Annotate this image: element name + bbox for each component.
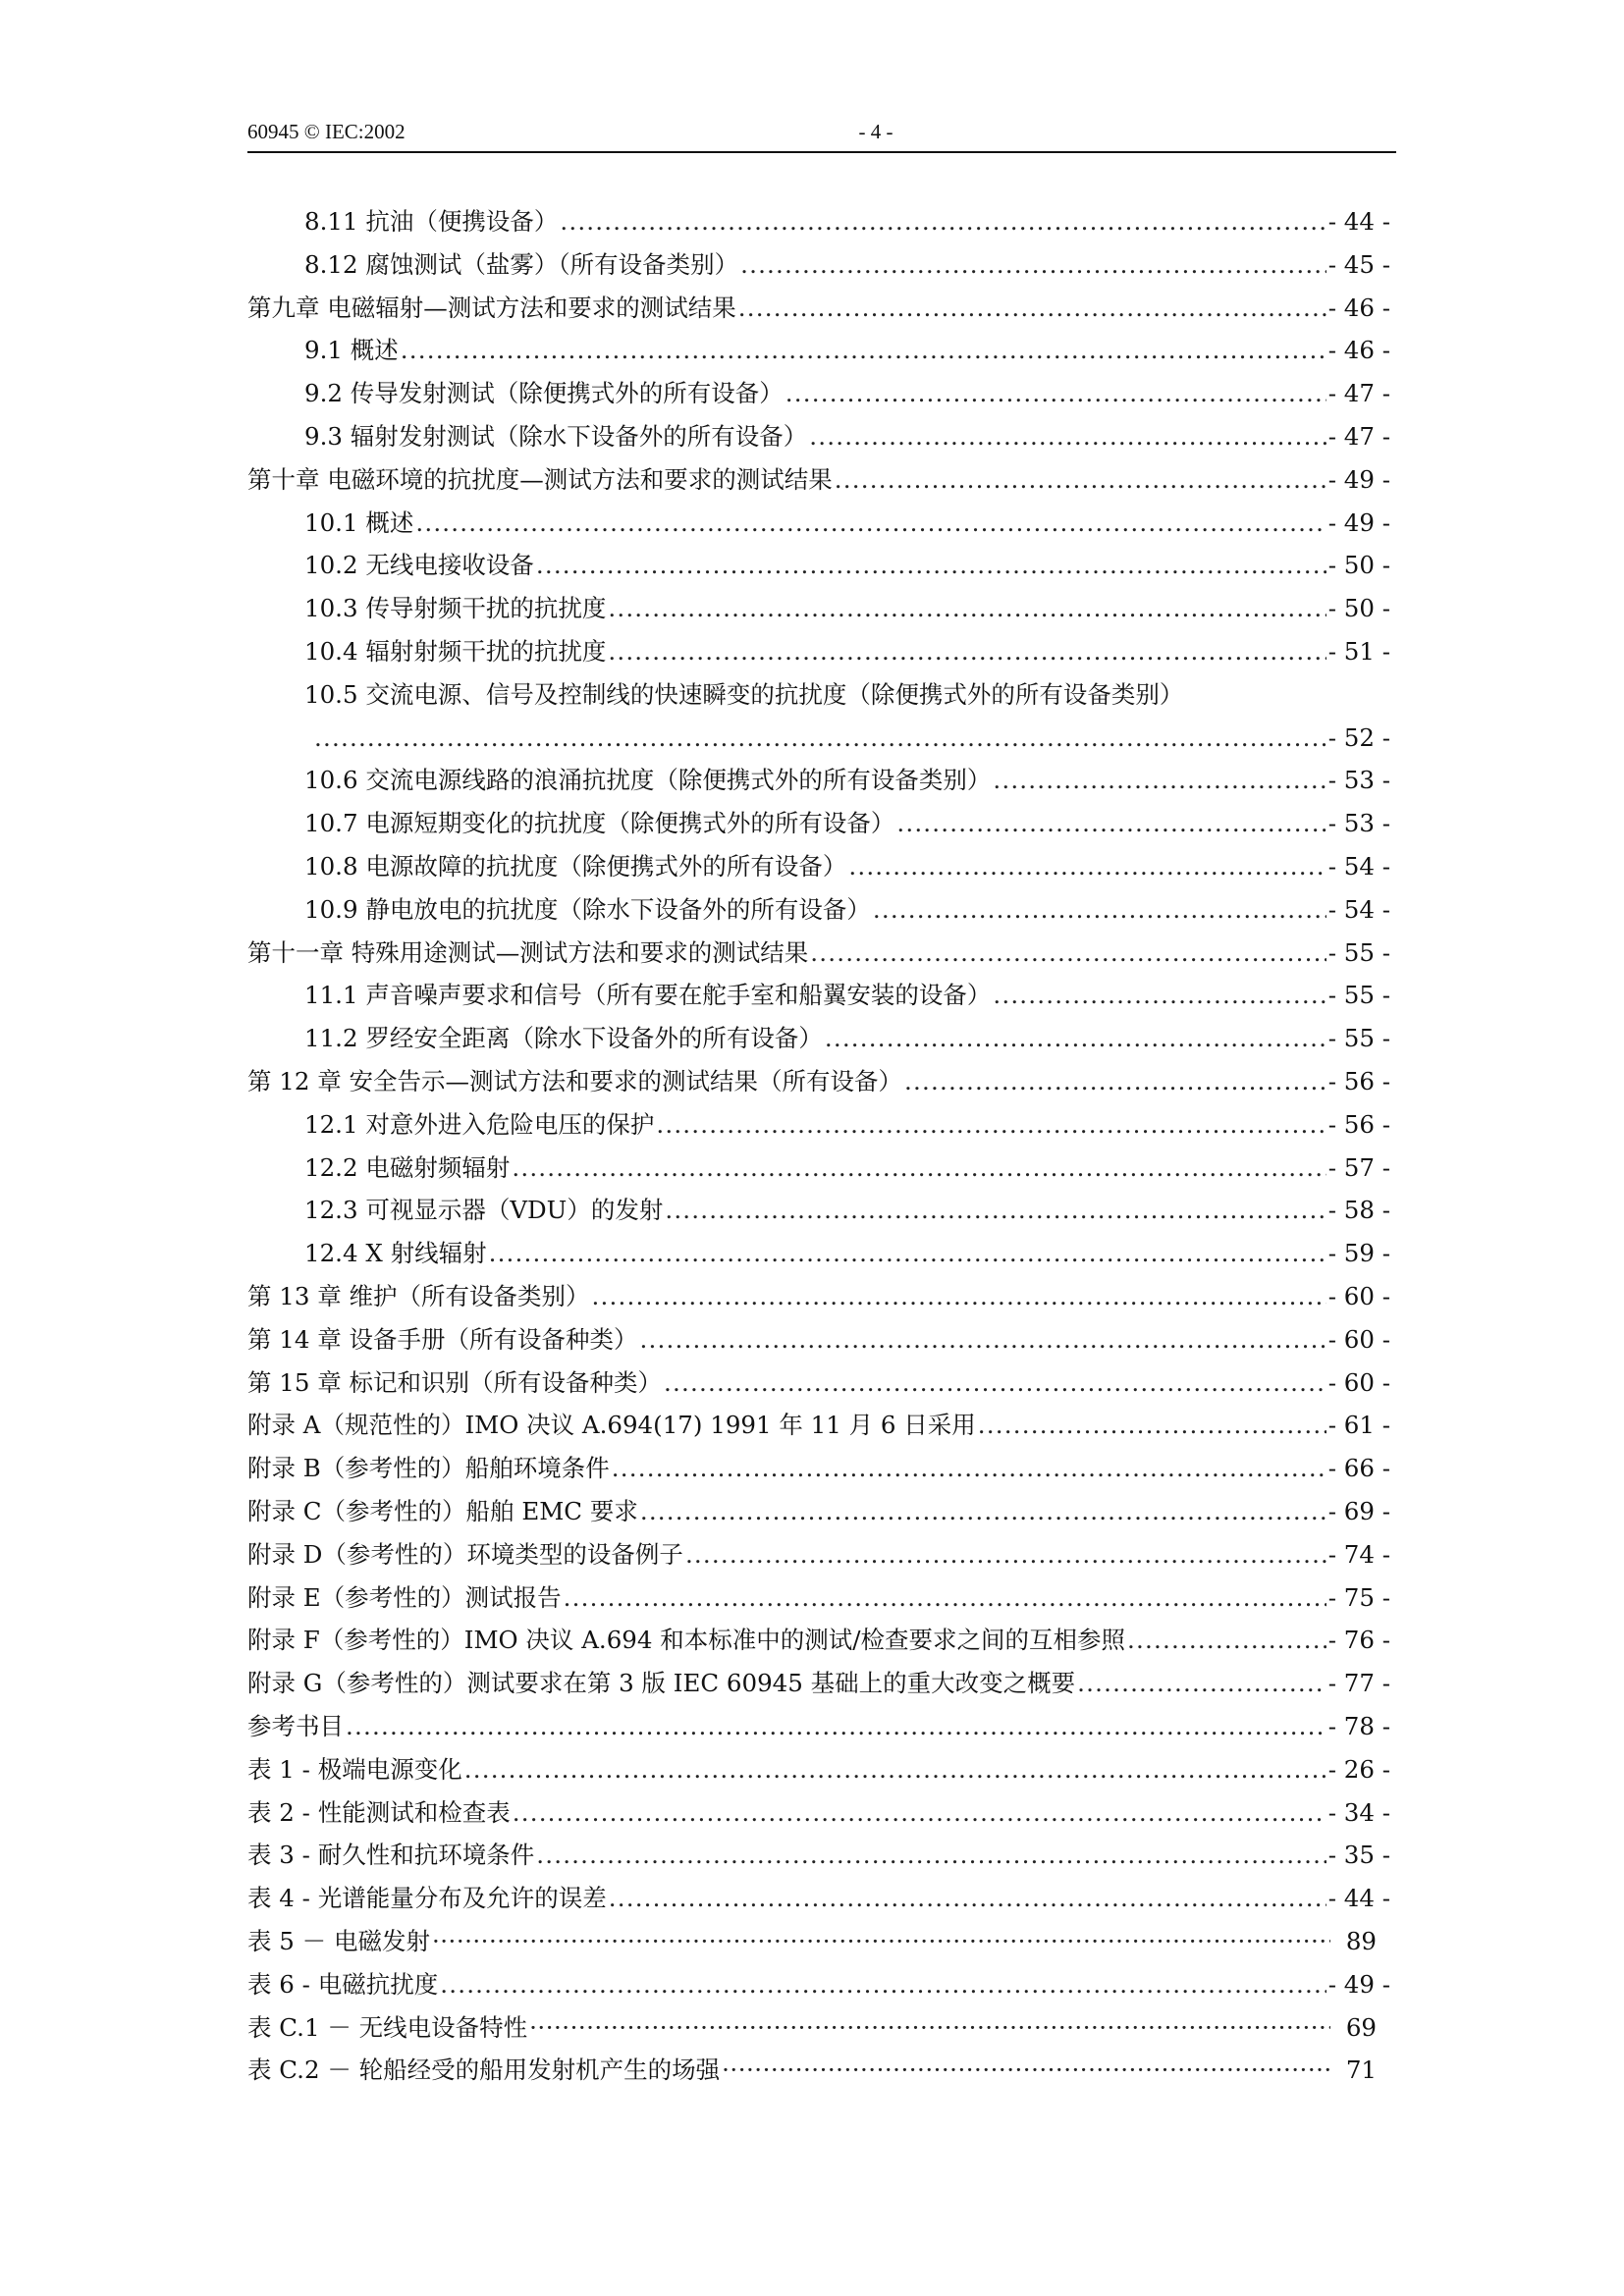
toc-entry-title: 表 6 - 电磁抗扰度 [247, 1969, 439, 1999]
toc-entry-page: - 61 - [1327, 1411, 1390, 1440]
toc-entry-page: - 50 - [1327, 551, 1390, 580]
toc-entry-page: - 44 - [1327, 207, 1390, 236]
toc-entry-page: - 69 - [1327, 1497, 1390, 1525]
toc-entry-title: 附录 B（参考性的）船舶环境条件 [247, 1454, 610, 1483]
leader-dots [665, 1189, 1326, 1232]
leader-dots [640, 1318, 1326, 1362]
toc-entry-page: - 59 - [1327, 1239, 1390, 1268]
toc-entry-title: 附录 A（规范性的）IMO 决议 A.694(17) 1991 年 11 月 6 日采用 [247, 1411, 976, 1440]
toc-entry[interactable] [0, 415, 1624, 458]
toc-entry-title: 附录 C（参考性的）船舶 EMC 要求 [247, 1497, 638, 1525]
toc-entry-page: - 50 - [1327, 594, 1390, 623]
leader-dots [1077, 1662, 1326, 1705]
toc-entry[interactable] [0, 1232, 1624, 1275]
toc-entry[interactable] [0, 1318, 1624, 1362]
toc-entry-title: 10.4 辐射射频干扰的抗扰度 [304, 637, 607, 666]
toc-entry-page: 69 [1345, 2012, 1377, 2042]
toc-entry[interactable] [0, 1060, 1624, 1103]
toc-entry-title: 9.3 辐射发射测试（除水下设备外的所有设备） [304, 422, 808, 451]
toc-entry-title: 第十章 电磁环境的抗扰度—测试方法和要求的测试结果 [247, 464, 833, 494]
leader-dots [440, 1963, 1326, 2006]
leader-dots [314, 717, 1326, 760]
toc-entry[interactable] [0, 888, 1624, 932]
toc-entry[interactable] [0, 1404, 1624, 1447]
toc-entry-page: - 54 - [1327, 894, 1390, 924]
leader-dots [993, 974, 1326, 1017]
leader-dots [722, 2049, 1330, 2092]
leader-dots [608, 630, 1326, 673]
toc-entry-page: 89 [1345, 1927, 1377, 1955]
toc-entry-page: - 49 - [1327, 507, 1390, 537]
toc-entry-page: - 74 - [1327, 1539, 1390, 1569]
toc-entry-title: 10.1 概述 [304, 507, 414, 537]
toc-entry-title: 附录 F（参考性的）IMO 决议 A.694 和本标准中的测试/检查要求之间的互相参照 [247, 1626, 1125, 1655]
leader-dots [489, 1232, 1326, 1275]
leader-dots [513, 1791, 1326, 1835]
leader-dots [609, 1877, 1326, 1920]
toc-entry[interactable] [0, 287, 1624, 330]
toc-entry-title: 表 2 - 性能测试和检查表 [247, 1797, 511, 1827]
toc-entry-title: 第 15 章 标记和识别（所有设备种类） [247, 1367, 663, 1397]
leader-dots [810, 932, 1326, 975]
toc-entry-title: 12.4 X 射线辐射 [304, 1239, 487, 1268]
leader-dots [560, 200, 1326, 243]
toc-entry-title: 第 14 章 设备手册（所有设备种类） [247, 1324, 638, 1354]
toc-entry[interactable] [0, 372, 1624, 415]
leader-dots [464, 1748, 1326, 1791]
toc-entry-title: 第十一章 特殊用途测试—测试方法和要求的测试结果 [247, 937, 809, 967]
leader-dots [904, 1060, 1326, 1103]
toc-entry[interactable] [0, 673, 1624, 717]
toc-entry[interactable] [0, 1619, 1624, 1662]
toc-entry-page: - 77 - [1327, 1669, 1390, 1698]
toc-entry-page: - 53 - [1327, 766, 1390, 795]
leader-dots [415, 502, 1326, 545]
toc-entry[interactable] [0, 1533, 1624, 1576]
toc-entry[interactable] [0, 974, 1624, 1017]
toc-entry-page: - 51 - [1327, 637, 1390, 666]
toc-entry-page: - 75 - [1327, 1582, 1390, 1612]
leader-dots [512, 1147, 1326, 1190]
toc-entry[interactable] [0, 329, 1624, 372]
toc-entry-title: 表 4 - 光谱能量分布及允许的误差 [247, 1884, 607, 1913]
toc-entry-title: 表 3 - 耐久性和抗环境条件 [247, 1841, 535, 1870]
toc-entry-title: 第九章 电磁辐射—测试方法和要求的测试结果 [247, 293, 736, 322]
leader-dots [835, 458, 1326, 502]
toc-entry-page: - 66 - [1327, 1454, 1390, 1483]
toc-entry-title: 表 C.2 － 轮船经受的船用发射机产生的场强 [247, 2056, 721, 2085]
toc-entry-page: - 56 - [1327, 1067, 1390, 1095]
toc-entry[interactable] [0, 502, 1624, 545]
toc-entry-page: - 55 - [1327, 1024, 1390, 1053]
toc-entry-title: 8.12 腐蚀测试（盐雾）（所有设备类别） [304, 249, 739, 279]
toc-entry-title: 表 C.1 － 无线电设备特性 [247, 2012, 528, 2042]
leader-dots [785, 372, 1326, 415]
toc-entry-title: 12.3 可视显示器（VDU）的发射 [304, 1196, 664, 1225]
toc-entry[interactable] [0, 759, 1624, 802]
toc-entry-title: 9.2 传导发射测试（除便携式外的所有设备） [304, 379, 784, 408]
leader-dots [432, 1920, 1330, 1963]
leader-dots [848, 845, 1326, 888]
toc-entry-title: 参考书目 [247, 1712, 344, 1740]
toc-entry-page: - 45 - [1327, 249, 1390, 279]
toc-entry[interactable] [0, 1748, 1624, 1791]
toc-entry[interactable] [0, 1447, 1624, 1490]
leader-dots [896, 802, 1326, 845]
toc-entry-title: 9.1 概述 [304, 336, 399, 365]
toc-entry-title: 10.2 无线电接收设备 [304, 551, 534, 580]
toc-entry-page: - 78 - [1327, 1712, 1390, 1740]
toc-entry-title: 第 12 章 安全告示—测试方法和要求的测试结果（所有设备） [247, 1067, 903, 1095]
leader-dots [664, 1362, 1326, 1405]
leader-dots [592, 1275, 1326, 1318]
toc-entry-page: - 60 - [1327, 1367, 1390, 1397]
toc-entry-page: - 54 - [1327, 852, 1390, 881]
toc-entry-title: 12.1 对意外进入危险电压的保护 [304, 1109, 655, 1139]
toc-entry-page: - 56 - [1327, 1109, 1390, 1139]
toc-entry[interactable] [0, 1362, 1624, 1405]
leader-dots [825, 1017, 1326, 1060]
toc-entry-page: - 26 - [1327, 1754, 1390, 1784]
toc-entry[interactable] [0, 2049, 1624, 2092]
toc-entry[interactable] [0, 1705, 1624, 1748]
toc-entry-page: - 60 - [1327, 1324, 1390, 1354]
toc-entry-page: - 55 - [1327, 981, 1390, 1010]
toc-entry[interactable] [0, 1490, 1624, 1533]
toc-entry-page: - 60 - [1327, 1282, 1390, 1310]
toc-entry[interactable] [0, 1834, 1624, 1877]
toc-entry[interactable] [0, 630, 1624, 673]
leader-dots [1127, 1619, 1326, 1662]
toc-entry-page: - 55 - [1327, 937, 1390, 967]
toc-entry[interactable] [0, 1791, 1624, 1835]
toc-entry-continuation[interactable] [0, 717, 1624, 760]
leader-dots [978, 1404, 1326, 1447]
toc-entry-title: 10.8 电源故障的抗扰度（除便携式外的所有设备） [304, 852, 847, 881]
document-id: 60945 © IEC:2002 [247, 120, 406, 143]
leader-dots [656, 1103, 1326, 1147]
leader-dots [640, 1490, 1326, 1533]
toc-entry-page: - 46 - [1327, 293, 1390, 322]
toc-entry-title: 10.9 静电放电的抗扰度（除水下设备外的所有设备） [304, 894, 871, 924]
toc-entry-title: 10.7 电源短期变化的抗扰度（除便携式外的所有设备） [304, 809, 895, 838]
toc-entry-page: - 76 - [1327, 1626, 1390, 1655]
leader-dots [536, 1834, 1326, 1877]
leader-dots [612, 1447, 1326, 1490]
leader-dots [564, 1576, 1326, 1620]
toc-entry-page: 71 [1345, 2056, 1377, 2085]
toc-entry[interactable] [0, 1877, 1624, 1920]
toc-entry[interactable] [0, 2006, 1624, 2050]
toc-entry-title: 表 5 － 电磁发射 [247, 1927, 430, 1955]
toc-entry[interactable] [0, 802, 1624, 845]
toc-entry[interactable] [0, 243, 1624, 287]
toc-entry-page: - 57 - [1327, 1152, 1390, 1182]
leader-dots [993, 759, 1326, 802]
toc-entry-title: 10.5 交流电源、信号及控制线的快速瞬变的抗扰度（除便携式外的所有设备类别） [304, 679, 1184, 709]
toc-entry[interactable] [0, 1189, 1624, 1232]
toc-entry-page: - 53 - [1327, 809, 1390, 838]
toc-entry[interactable] [0, 1103, 1624, 1147]
page-header [247, 112, 1396, 153]
toc-entry-page: - 44 - [1327, 1884, 1390, 1913]
toc-entry[interactable] [0, 544, 1624, 587]
toc-entry-page: - 35 - [1327, 1841, 1390, 1870]
toc-entry[interactable] [0, 1963, 1624, 2006]
toc-entry[interactable] [0, 1275, 1624, 1318]
leader-dots [529, 2006, 1330, 2050]
page-number: - 4 - [858, 120, 893, 143]
leader-dots [809, 415, 1326, 458]
leader-dots [685, 1533, 1326, 1576]
toc-entry[interactable] [0, 458, 1624, 502]
toc-entry-title: 附录 G（参考性的）测试要求在第 3 版 IEC 60945 基础上的重大改变之概要 [247, 1669, 1076, 1698]
toc-entry-page: - 58 - [1327, 1196, 1390, 1225]
toc-entry-title: 附录 E（参考性的）测试报告 [247, 1582, 562, 1612]
toc-entry-title: 10.6 交流电源线路的浪涌抗扰度（除便携式外的所有设备类别） [304, 766, 992, 795]
toc-entry-page: - 47 - [1327, 422, 1390, 451]
toc-entry[interactable] [0, 1017, 1624, 1060]
toc-entry-page: - 47 - [1327, 379, 1390, 408]
leader-dots [536, 544, 1326, 587]
leader-dots [608, 587, 1326, 630]
toc-entry[interactable] [0, 587, 1624, 630]
toc-entry-page: - 34 - [1327, 1797, 1390, 1827]
toc-entry-title: 12.2 电磁射频辐射 [304, 1152, 511, 1182]
leader-dots [346, 1705, 1326, 1748]
toc-entry[interactable] [0, 845, 1624, 888]
toc-entry-page: - 46 - [1327, 336, 1390, 365]
toc-entry-title: 8.11 抗油（便携设备） [304, 207, 559, 236]
leader-dots [873, 888, 1326, 932]
toc-entry-title: 11.1 声音噪声要求和信号（所有要在舵手室和船翼安装的设备） [304, 981, 992, 1010]
toc-entry-page: - 52 - [1327, 722, 1390, 752]
leader-dots [738, 287, 1326, 330]
toc-entry[interactable] [0, 1147, 1624, 1190]
toc-entry-page: - 49 - [1327, 1969, 1390, 1999]
toc-entry[interactable] [0, 1662, 1624, 1705]
toc-entry[interactable] [0, 1920, 1624, 1963]
toc-entry-title: 10.3 传导射频干扰的抗扰度 [304, 594, 607, 623]
toc-entry-title: 表 1 - 极端电源变化 [247, 1754, 462, 1784]
leader-dots [740, 243, 1326, 287]
toc-entry[interactable] [0, 200, 1624, 243]
toc-entry-title: 附录 D（参考性的）环境类型的设备例子 [247, 1539, 683, 1569]
toc-entry[interactable] [0, 932, 1624, 975]
toc-entry[interactable] [0, 1576, 1624, 1620]
leader-dots [401, 329, 1326, 372]
toc-entry-title: 11.2 罗经安全距离（除水下设备外的所有设备） [304, 1024, 823, 1053]
toc-entry-page: - 49 - [1327, 464, 1390, 494]
toc-entry-title: 第 13 章 维护（所有设备类别） [247, 1282, 590, 1310]
